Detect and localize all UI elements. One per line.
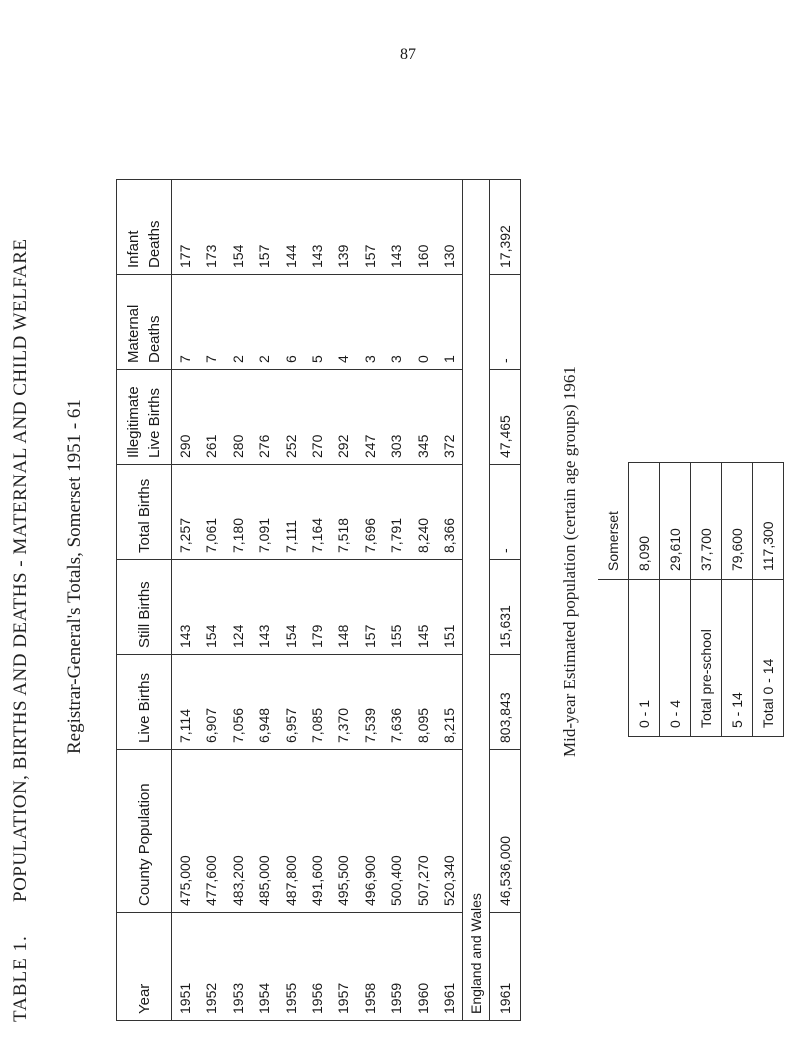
age-value: 37,700 xyxy=(691,463,722,580)
cell-value: 1960 xyxy=(414,982,431,1014)
cell-value: 7,111 xyxy=(282,520,299,553)
cell-value: 475,000 xyxy=(177,855,193,906)
cell-value: 179 xyxy=(309,624,326,648)
header-total-births: Total Births xyxy=(117,465,172,560)
cell-value: 6,907 xyxy=(203,707,220,743)
total-births-list xyxy=(172,471,462,553)
cell-value: 1955 xyxy=(282,982,299,1014)
header-year: Year xyxy=(117,913,172,1021)
age-label: Total pre-school xyxy=(691,580,722,737)
cell-value: 5 xyxy=(309,355,326,363)
age-value: 117,300 xyxy=(753,463,784,580)
age-table-corner xyxy=(598,580,629,737)
age-group-table xyxy=(598,462,784,737)
cell-value: 143 xyxy=(309,244,326,268)
cell-value: 507,270 xyxy=(414,855,431,906)
cell-value: 276 xyxy=(256,434,273,458)
england-wales-label-row xyxy=(463,180,490,1021)
cell-value: 485,000 xyxy=(256,855,273,906)
cell-value: 7,085 xyxy=(309,707,326,743)
cell-value: 477,600 xyxy=(203,855,220,906)
population-births-deaths-table xyxy=(116,179,521,1021)
age-row xyxy=(691,463,722,737)
age-row xyxy=(629,463,660,737)
age-label: Total 0 - 14 xyxy=(753,580,784,737)
cell-value: 7,091 xyxy=(256,517,273,553)
cell-value: 292 xyxy=(335,434,352,458)
cell-value: 7,164 xyxy=(309,517,326,553)
cell-value: 1956 xyxy=(309,982,326,1014)
cell-value: 2 xyxy=(256,355,273,363)
cell-value: 6 xyxy=(282,355,299,363)
ew-year: 1961 xyxy=(490,913,521,1021)
header-illegitimate-live-births: Illegitimate Live Births xyxy=(117,370,172,465)
cell-value: 270 xyxy=(309,434,326,458)
page-title: POPULATION, BIRTHS AND DEATHS - MATERNAL AND CHILD WELFARE xyxy=(10,238,31,902)
cell-value: 487,800 xyxy=(282,855,299,906)
cell-value: 1952 xyxy=(203,982,220,1014)
header-infant-deaths: Infant Deaths xyxy=(117,180,172,275)
age-table-header-row xyxy=(598,463,629,737)
cell-value: 144 xyxy=(282,244,299,268)
header-still-births: Still Births xyxy=(117,560,172,655)
cell-value: 8,215 xyxy=(441,707,458,743)
somerset-data-row xyxy=(172,180,463,1021)
cell-value: 247 xyxy=(361,434,378,458)
total-births-cell xyxy=(172,465,463,560)
cell-value: 143 xyxy=(388,244,405,268)
cell-value: 7,791 xyxy=(388,517,405,553)
cell-value: 1958 xyxy=(361,982,378,1014)
cell-value: 148 xyxy=(335,624,352,648)
cell-value: 3 xyxy=(361,355,378,363)
header-live-births: Live Births xyxy=(117,655,172,750)
cell-value: 143 xyxy=(256,624,273,648)
cell-value: 7,257 xyxy=(177,517,193,553)
cell-value: 177 xyxy=(177,244,193,268)
cell-value: 157 xyxy=(256,244,273,268)
age-table-title: Mid-year Estimated population (certain age groups) 1961 xyxy=(560,366,579,757)
illegitimate-cell xyxy=(172,370,463,465)
cell-value: 8,366 xyxy=(441,517,458,553)
cell-value: 345 xyxy=(414,434,431,458)
cell-value: 154 xyxy=(282,624,299,648)
cell-value: 154 xyxy=(229,244,246,268)
cell-value: 143 xyxy=(177,624,193,648)
ew-live-births: 803,843 xyxy=(490,655,521,750)
cell-value: 124 xyxy=(229,624,246,648)
cell-value: 2 xyxy=(229,355,246,363)
age-label: 5 - 14 xyxy=(722,580,753,737)
cell-value: 1 xyxy=(441,355,458,363)
table-label: TABLE 1. xyxy=(10,935,31,1022)
age-value: 29,610 xyxy=(660,463,691,580)
cell-value: 303 xyxy=(388,434,405,458)
cell-value: 0 xyxy=(414,355,431,363)
cell-value: 7,056 xyxy=(229,707,246,743)
cell-value: 1957 xyxy=(335,982,352,1014)
cell-value: 1961 xyxy=(441,982,458,1014)
population-list xyxy=(172,756,462,906)
ew-illegitimate: 47,465 xyxy=(490,370,521,465)
age-table-header: Somerset xyxy=(598,463,629,580)
cell-value: 7,114 xyxy=(177,709,193,743)
cell-value: 4 xyxy=(335,355,352,363)
year-cell xyxy=(172,913,463,1021)
england-wales-label: England and Wales xyxy=(463,180,490,1021)
year-list xyxy=(172,919,462,1014)
cell-value: 7,539 xyxy=(361,707,378,743)
table-header-row xyxy=(117,180,172,1021)
ew-still-births: 15,631 xyxy=(490,560,521,655)
cell-value: 155 xyxy=(388,624,405,648)
cell-value: 157 xyxy=(361,624,378,648)
maternal-deaths-list xyxy=(172,281,462,363)
cell-value: 130 xyxy=(441,244,458,268)
header-maternal-deaths: Maternal Deaths xyxy=(117,275,172,370)
live-births-list xyxy=(172,661,462,743)
age-row xyxy=(660,463,691,737)
cell-value: 154 xyxy=(203,624,220,648)
infant-deaths-cell xyxy=(172,180,463,275)
cell-value: 8,095 xyxy=(414,707,431,743)
infant-deaths-list xyxy=(172,186,462,268)
cell-value: 491,600 xyxy=(309,855,326,906)
age-row xyxy=(753,463,784,737)
population-cell xyxy=(172,750,463,913)
ew-total-births: - xyxy=(490,465,521,560)
cell-value: 483,200 xyxy=(229,855,246,906)
cell-value: 280 xyxy=(229,434,246,458)
cell-value: 495,500 xyxy=(335,855,352,906)
age-row xyxy=(722,463,753,737)
cell-value: 290 xyxy=(177,434,193,458)
cell-value: 1954 xyxy=(256,982,273,1014)
cell-value: 500,400 xyxy=(388,855,405,906)
cell-value: 496,900 xyxy=(361,855,378,906)
cell-value: 7,518 xyxy=(335,517,352,553)
cell-value: 151 xyxy=(441,624,458,648)
cell-value: 7 xyxy=(177,355,193,363)
cell-value: 252 xyxy=(282,434,299,458)
cell-value: 7,696 xyxy=(361,517,378,553)
cell-value: 7,636 xyxy=(388,707,405,743)
illegitimate-list xyxy=(172,376,462,458)
still-births-list xyxy=(172,566,462,648)
cell-value: 157 xyxy=(361,244,378,268)
cell-value: 3 xyxy=(388,355,405,363)
cell-value: 173 xyxy=(203,244,220,268)
cell-value: 6,957 xyxy=(282,707,299,743)
age-value: 8,090 xyxy=(629,463,660,580)
age-value: 79,600 xyxy=(722,463,753,580)
cell-value: 8,240 xyxy=(414,517,431,553)
cell-value: 160 xyxy=(414,244,431,268)
cell-value: 7,061 xyxy=(203,517,220,553)
maternal-deaths-cell xyxy=(172,275,463,370)
cell-value: 1953 xyxy=(229,982,246,1014)
page-number: 87 xyxy=(400,46,416,63)
ew-maternal-deaths: - xyxy=(490,275,521,370)
cell-value: 7 xyxy=(203,355,220,363)
cell-value: 7,370 xyxy=(335,707,352,743)
ew-population: 46,536,000 xyxy=(490,750,521,913)
cell-value: 1951 xyxy=(177,982,193,1014)
cell-value: 145 xyxy=(414,624,431,648)
cell-value: 1959 xyxy=(388,982,405,1014)
page-subtitle: Registrar-General's Totals, Somerset 1951 - 61 xyxy=(64,399,85,754)
cell-value: 372 xyxy=(441,434,458,458)
cell-value: 520,340 xyxy=(441,855,458,906)
ew-infant-deaths: 17,392 xyxy=(490,180,521,275)
cell-value: 6,948 xyxy=(256,707,273,743)
still-births-cell xyxy=(172,560,463,655)
cell-value: 7,180 xyxy=(229,517,246,553)
age-label: 0 - 4 xyxy=(660,580,691,737)
age-label: 0 - 1 xyxy=(629,580,660,737)
cell-value: 139 xyxy=(335,244,352,268)
cell-value: 261 xyxy=(203,434,220,458)
header-county-population: County Population xyxy=(117,750,172,913)
live-births-cell xyxy=(172,655,463,750)
england-wales-row xyxy=(490,180,521,1021)
